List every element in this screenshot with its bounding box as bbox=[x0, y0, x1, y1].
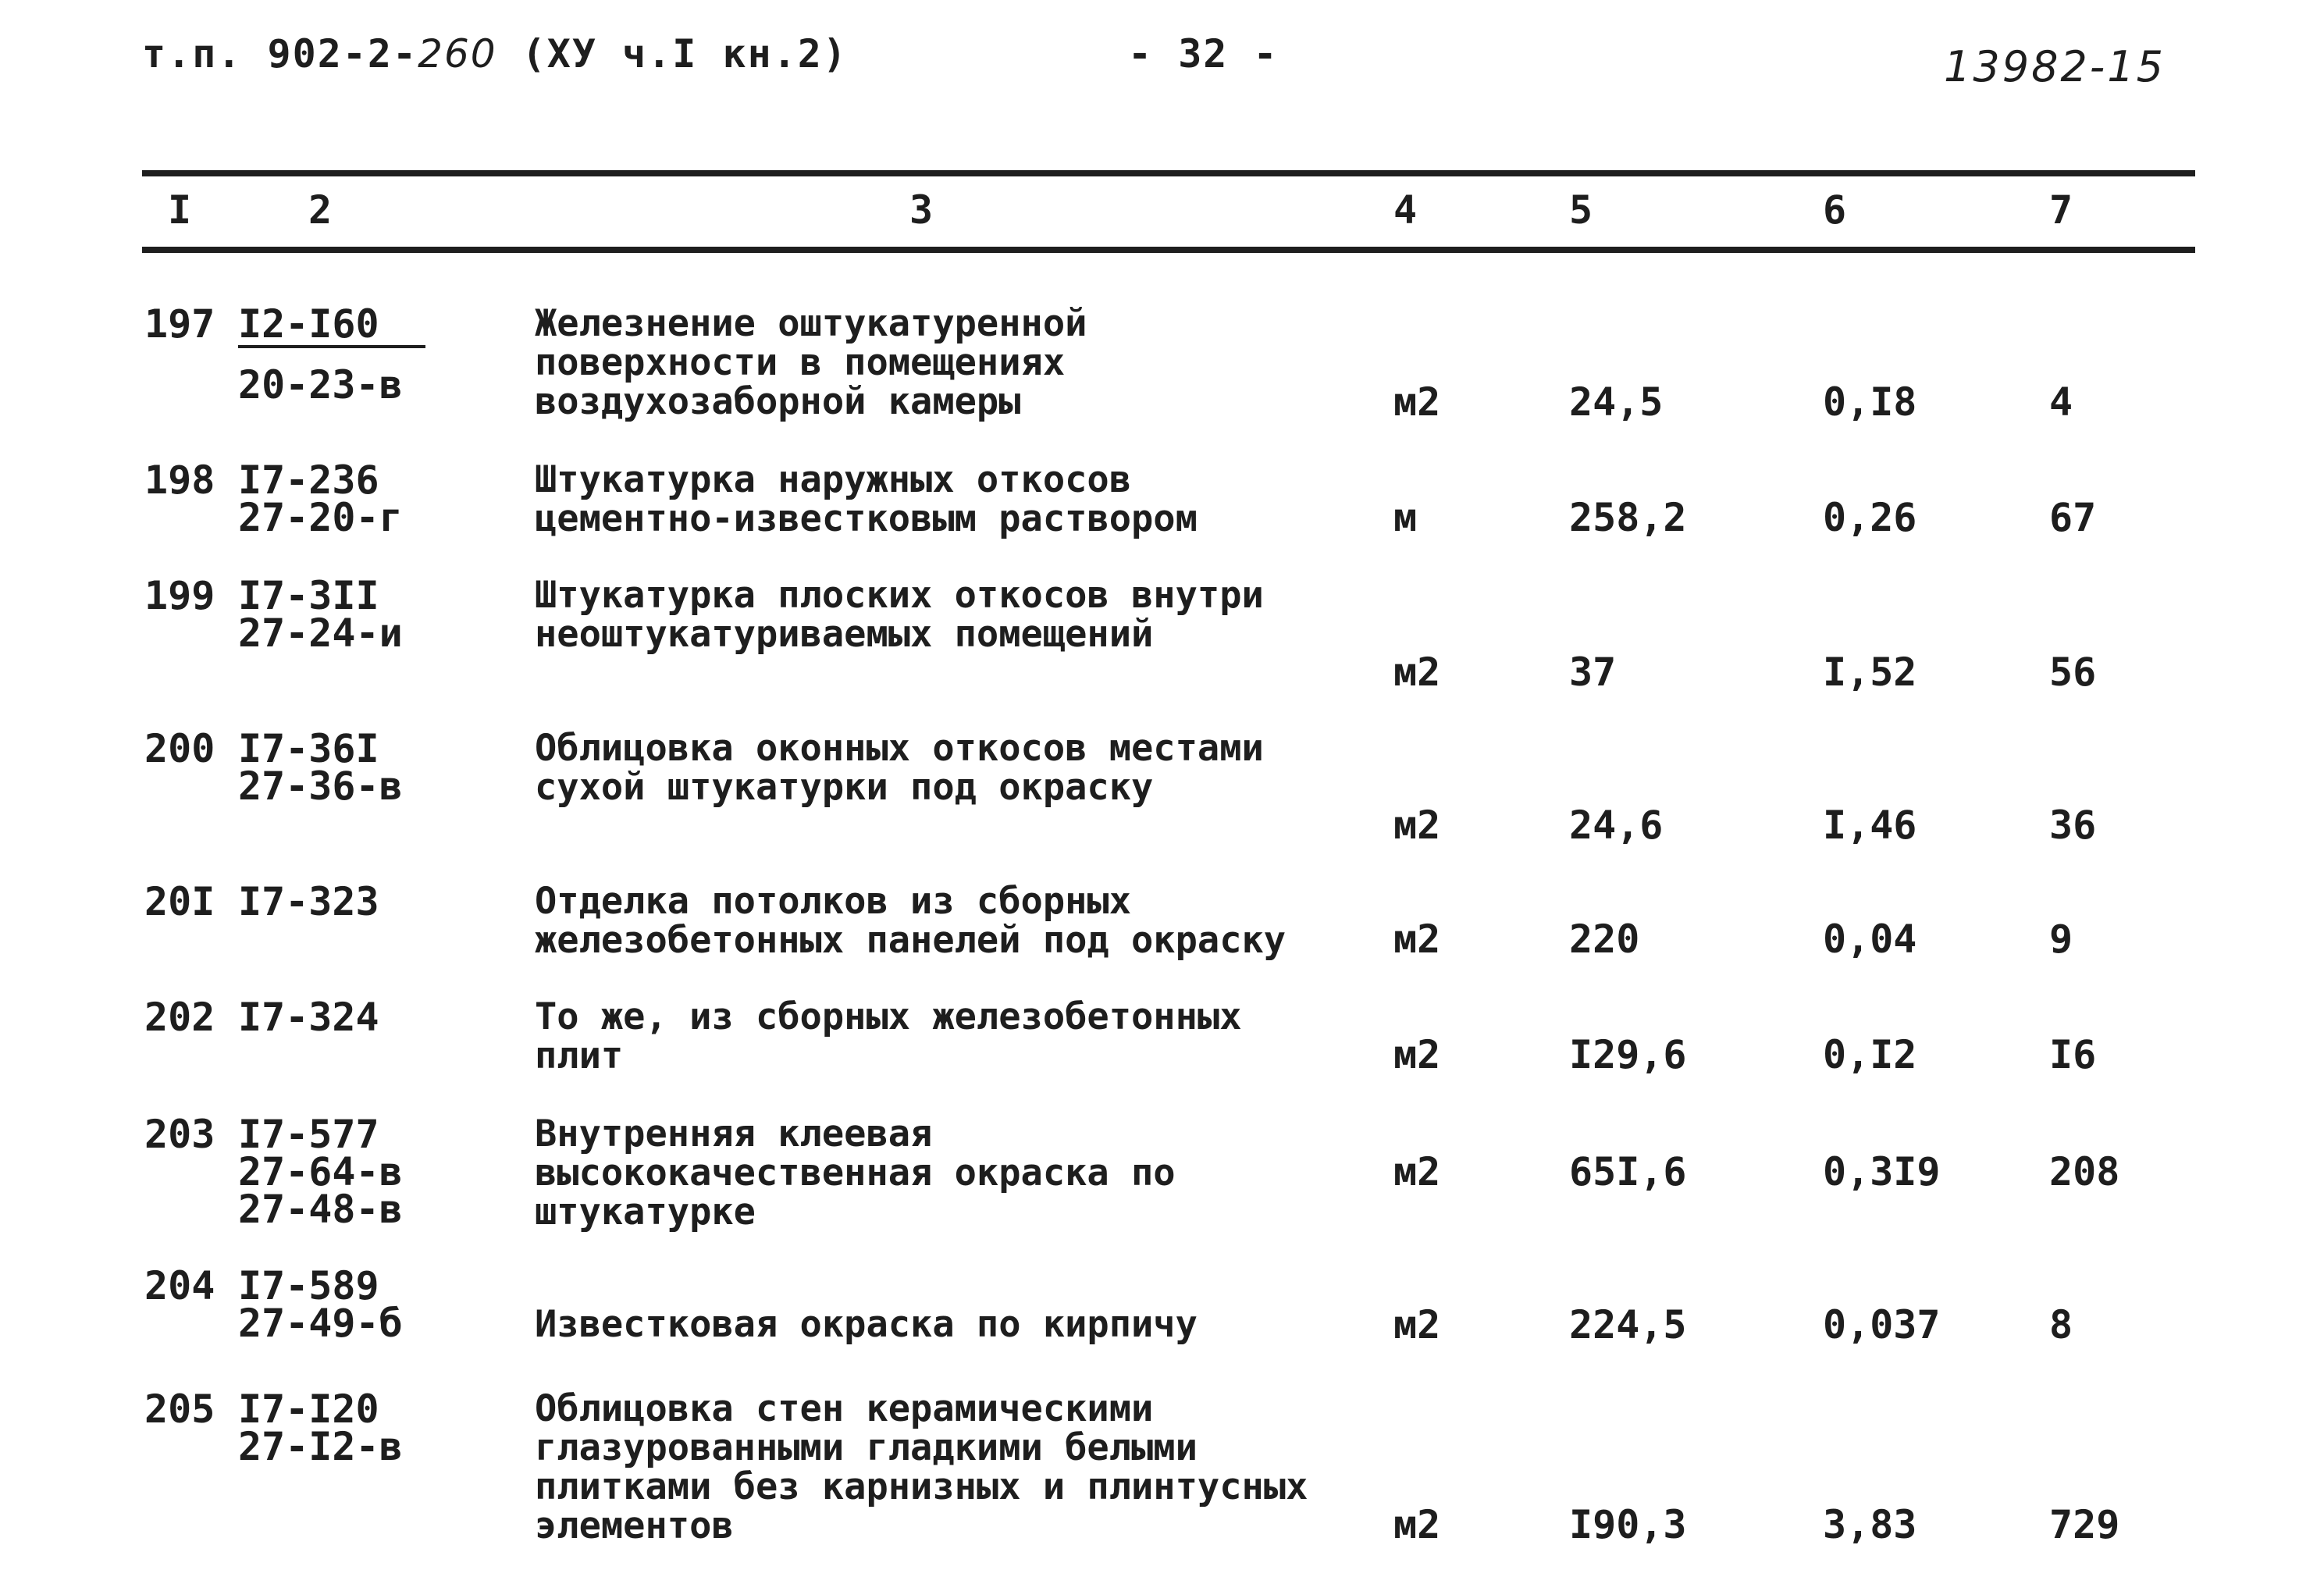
row-code: 27-64-в bbox=[238, 1149, 403, 1194]
row-unit-price: 0,037 bbox=[1823, 1302, 1941, 1347]
row-quantity: 65I,6 bbox=[1569, 1149, 1687, 1194]
row-code: I7-577 bbox=[238, 1112, 379, 1157]
row-description: То же, из сборных железобетонных плит bbox=[535, 995, 1242, 1077]
row-description: Штукатурка плоских откосов внутри неоштукатуриваемых помещений bbox=[535, 574, 1264, 656]
column-header-5: 5 bbox=[1569, 187, 1593, 233]
row-code: 27-49-б bbox=[238, 1301, 403, 1346]
row-unit-price: 0,I2 bbox=[1823, 1032, 1917, 1077]
row-unit-price: 0,04 bbox=[1823, 917, 1917, 962]
row-unit: м2 bbox=[1393, 917, 1441, 962]
column-header-1: I bbox=[168, 187, 192, 233]
column-header-7: 7 bbox=[2049, 187, 2073, 233]
row-total: 56 bbox=[2049, 650, 2097, 695]
row-code: I7-324 bbox=[238, 995, 379, 1040]
row-code: I7-3II bbox=[238, 573, 379, 618]
row-number: 199 bbox=[144, 573, 215, 618]
row-description: Облицовка стен керамическими глазурованными гладкими белыми плитками без карнизных и плинтусных элементов bbox=[535, 1387, 1308, 1547]
row-quantity: 258,2 bbox=[1569, 495, 1687, 540]
row-unit: м2 bbox=[1393, 1502, 1441, 1547]
row-total: 67 bbox=[2049, 495, 2097, 540]
handwritten-number: 260 bbox=[418, 31, 497, 77]
row-unit: м2 bbox=[1393, 1302, 1441, 1347]
row-unit-price: I,46 bbox=[1823, 803, 1917, 848]
row-total: 36 bbox=[2049, 803, 2097, 848]
row-quantity: 24,5 bbox=[1569, 379, 1664, 425]
row-code-primary: I2-I60 bbox=[238, 304, 425, 348]
row-code: 27-48-в bbox=[238, 1187, 403, 1232]
row-unit: м2 bbox=[1393, 803, 1441, 848]
row-code: I7-I20 bbox=[238, 1387, 379, 1432]
row-description: Отделка потолков из сборных железобетонных панелей под окраску bbox=[535, 880, 1287, 962]
row-unit: м bbox=[1393, 495, 1418, 540]
row-unit-price: 0,I8 bbox=[1823, 379, 1917, 425]
row-quantity: 37 bbox=[1569, 650, 1617, 695]
row-code: 27-36-в bbox=[238, 764, 403, 809]
row-unit-price: I,52 bbox=[1823, 650, 1917, 695]
row-code: I7-36I bbox=[238, 726, 379, 771]
row-unit-price: 3,83 bbox=[1823, 1502, 1917, 1547]
column-header-4: 4 bbox=[1393, 187, 1418, 233]
row-total: 4 bbox=[2049, 379, 2073, 425]
row-unit-price: 0,3I9 bbox=[1823, 1149, 1941, 1194]
row-description: Штукатурка наружных откосов цементно-известковым раствором bbox=[535, 458, 1198, 540]
row-number: 20I bbox=[144, 879, 215, 924]
row-code: 27-20-г bbox=[238, 495, 403, 540]
row-code: I7-589 bbox=[238, 1263, 379, 1308]
table-top-rule bbox=[142, 170, 2195, 176]
row-description: Облицовка оконных откосов местами сухой штукатурки под окраску bbox=[535, 727, 1264, 809]
row-number: 204 bbox=[144, 1263, 215, 1308]
row-quantity: 220 bbox=[1569, 917, 1640, 962]
row-number: 200 bbox=[144, 726, 215, 771]
row-code: 27-24-и bbox=[238, 611, 403, 656]
row-number: 203 bbox=[144, 1112, 215, 1157]
row-description: Железнение оштукатуренной поверхности в помещениях воздухозаборной камеры bbox=[535, 302, 1087, 423]
row-total: 729 bbox=[2049, 1502, 2120, 1547]
table-header-rule bbox=[142, 247, 2195, 253]
row-unit-price: 0,26 bbox=[1823, 495, 1917, 540]
row-quantity: 24,6 bbox=[1569, 803, 1664, 848]
row-number: 197 bbox=[144, 301, 215, 347]
row-unit: м2 bbox=[1393, 379, 1441, 425]
row-code: 27-I2-в bbox=[238, 1424, 403, 1469]
row-code: 20-23-в bbox=[238, 362, 403, 408]
row-total: I6 bbox=[2049, 1032, 2097, 1077]
page-number: - 32 - bbox=[1128, 31, 1279, 77]
row-code: I7-236 bbox=[238, 457, 379, 503]
column-header-6: 6 bbox=[1823, 187, 1847, 233]
row-quantity: I90,3 bbox=[1569, 1502, 1687, 1547]
row-unit: м2 bbox=[1393, 650, 1441, 695]
row-number: 198 bbox=[144, 457, 215, 503]
row-description: Внутренняя клеевая высококачественная окраска по штукатурке bbox=[535, 1112, 1176, 1233]
row-total: 8 bbox=[2049, 1302, 2073, 1347]
row-quantity: 224,5 bbox=[1569, 1302, 1687, 1347]
column-header-3: 3 bbox=[909, 187, 934, 233]
column-header-2: 2 bbox=[308, 187, 333, 233]
row-unit: м2 bbox=[1393, 1149, 1441, 1194]
row-number: 202 bbox=[144, 995, 215, 1040]
row-code: I7-323 bbox=[238, 879, 379, 924]
row-unit: м2 bbox=[1393, 1032, 1441, 1077]
handwritten-archive-number: 13982-15 bbox=[1944, 42, 2166, 91]
row-quantity: I29,6 bbox=[1569, 1032, 1687, 1077]
row-number: 205 bbox=[144, 1387, 215, 1432]
row-total: 208 bbox=[2049, 1149, 2120, 1194]
document-reference: т.п. 902-2-260 (ХУ ч.I кн.2) bbox=[142, 31, 849, 77]
row-total: 9 bbox=[2049, 917, 2073, 962]
row-description: Известковая окраска по кирпичу bbox=[535, 1303, 1198, 1346]
